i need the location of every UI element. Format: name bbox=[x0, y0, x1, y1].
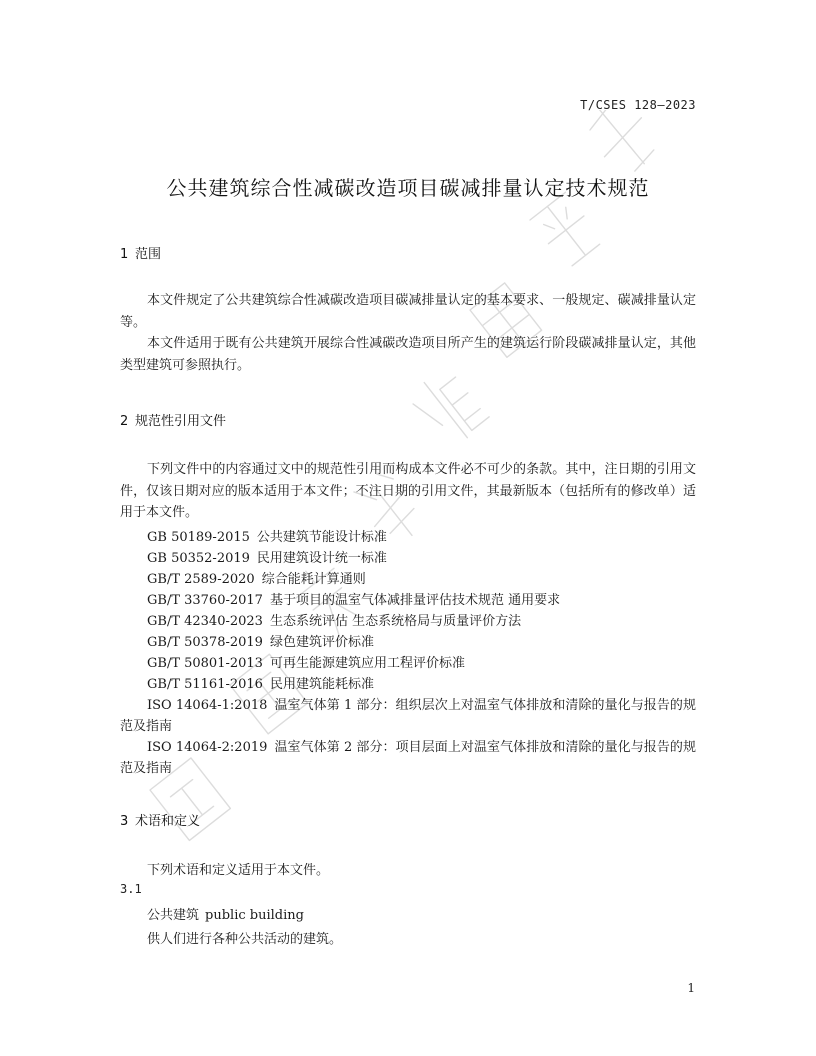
document-title: 公共建筑综合性减碳改造项目碳减排量认定技术规范 bbox=[166, 176, 650, 200]
reference-item bbox=[120, 569, 696, 590]
reference-code: GB/T 42340-2023 bbox=[147, 614, 263, 629]
paragraph: 本文件规定了公共建筑综合性减碳改造项目碳减排量认定的基本要求、一般规定、碳减排量认定等。 bbox=[120, 293, 696, 330]
reference-title: 公共建筑节能设计标准 bbox=[256, 530, 387, 545]
reference-title: 温室气体第 1 部分：组织层次上对温室气体排放和清除的量化与报告的规范及指南 bbox=[120, 698, 696, 734]
reference-code: ISO 14064-2:2019 bbox=[147, 740, 268, 755]
reference-item bbox=[120, 632, 696, 653]
section-number: 2 bbox=[120, 414, 129, 429]
reference-code: GB/T 2589-2020 bbox=[147, 572, 255, 587]
reference-code: ISO 14064-1:2018 bbox=[147, 698, 268, 713]
reference-code: GB/T 50378-2019 bbox=[147, 635, 263, 650]
reference-title: 综合能耗计算通则 bbox=[261, 572, 366, 587]
reference-title: 民用建筑设计统一标准 bbox=[256, 551, 387, 566]
page-number: 1 bbox=[687, 981, 695, 995]
reference-code: GB/T 51161-2016 bbox=[147, 677, 263, 692]
reference-title: 生态系统评估 生态系统格局与质量评价方法 bbox=[269, 614, 522, 629]
reference-title: 温室气体第 2 部分：项目层面上对温室气体排放和清除的量化与报告的规范及指南 bbox=[120, 740, 696, 776]
reference-item bbox=[120, 695, 696, 737]
reference-item bbox=[120, 674, 696, 695]
reference-code: GB 50189-2015 bbox=[147, 530, 250, 545]
reference-code: GB 50352-2019 bbox=[147, 551, 250, 566]
reference-item bbox=[120, 548, 696, 569]
section-title: 范围 bbox=[135, 247, 162, 262]
paragraph: 下列术语和定义适用于本文件。 bbox=[147, 863, 330, 878]
reference-title: 民用建筑能耗标准 bbox=[269, 677, 374, 692]
section-1-heading bbox=[120, 243, 161, 262]
normative-references-list bbox=[120, 527, 696, 779]
reference-item bbox=[120, 527, 696, 548]
section-number: 3 bbox=[120, 814, 129, 829]
reference-title: 绿色建筑评价标准 bbox=[269, 635, 374, 650]
section-number: 1 bbox=[120, 247, 129, 262]
standard-number: T/CSES 128—2023 bbox=[580, 98, 696, 112]
reference-title: 基于项目的温室气体减排量评估技术规范 通用要求 bbox=[269, 593, 561, 608]
section-title: 术语和定义 bbox=[135, 814, 201, 829]
reference-item bbox=[120, 653, 696, 674]
term-number: 3.1 bbox=[120, 882, 142, 896]
term-english: public building bbox=[205, 908, 304, 923]
reference-code: GB/T 33760-2017 bbox=[147, 593, 263, 608]
section-title: 规范性引用文件 bbox=[135, 414, 227, 429]
term-definition: 供人们进行各种公共活动的建筑。 bbox=[147, 932, 343, 947]
term-entry bbox=[147, 904, 304, 923]
reference-code: GB/T 50801-2013 bbox=[147, 656, 263, 671]
section-3-heading bbox=[120, 810, 200, 829]
paragraph: 本文件适用于既有公共建筑开展综合性减碳改造项目所产生的建筑运行阶段碳减排量认定，其他类型建筑可参照执行。 bbox=[120, 336, 696, 373]
term-chinese: 公共建筑 bbox=[147, 908, 200, 923]
section-2-heading bbox=[120, 410, 226, 429]
paragraph: 下列文件中的内容通过文中的规范性引用而构成本文件必不可少的条款。其中，注日期的引用文件，仅该日期对应的版本适用于本文件；不注日期的引用文件，其最新版本（包括所有的修改单）适用于本文件。 bbox=[120, 462, 696, 520]
reference-item bbox=[120, 611, 696, 632]
reference-item bbox=[120, 590, 696, 611]
reference-item bbox=[120, 737, 696, 779]
reference-title: 可再生能源建筑应用工程评价标准 bbox=[269, 656, 465, 671]
